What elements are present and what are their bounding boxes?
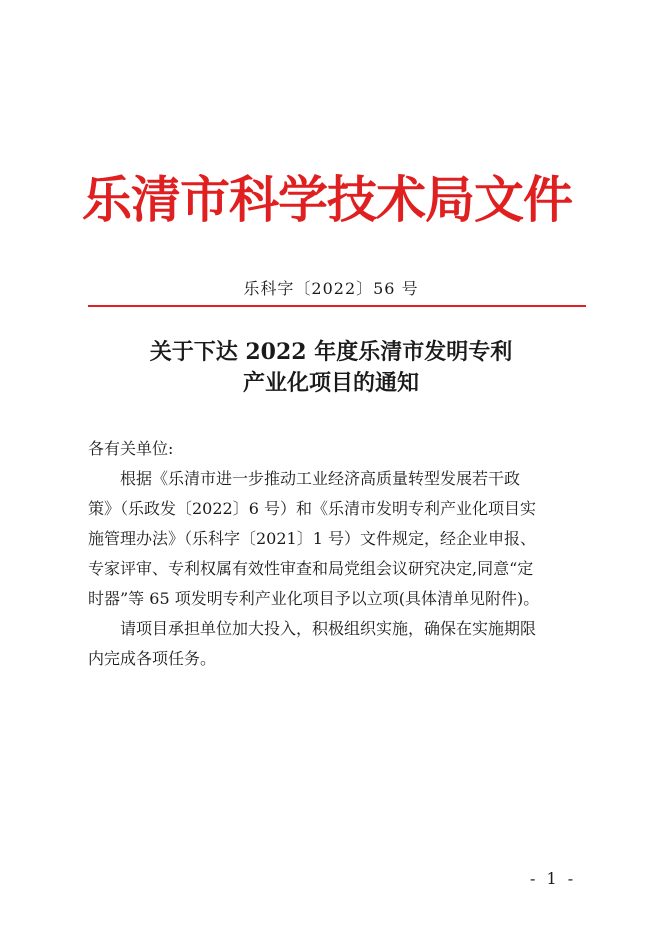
page-number: - 1 -: [530, 869, 577, 888]
document-number: 乐科字〔2022〕56 号: [243, 279, 419, 298]
notice-title: [0, 337, 662, 399]
notice-body: [88, 434, 586, 674]
paragraph-1-line-4: 专家评审、专利权属有效性审查和局党组会议研究决定,同意“定: [88, 559, 534, 578]
agency-title: 乐清市科学技术局文件: [82, 170, 572, 229]
notice-title-line-2: 产业化项目的通知: [242, 370, 419, 396]
paragraph-1-line-2: 策》（乐政发〔2022〕6 号）和《乐清市发明专利产业化项目实: [88, 499, 536, 518]
salutation: 各有关单位:: [88, 439, 174, 458]
paragraph-2-line-2: 内完成各项任务。: [88, 649, 217, 668]
notice-title-line-1: 关于下达 2022 年度乐清市发明专利: [149, 339, 513, 365]
red-divider-line: [88, 305, 586, 307]
paragraph-1-line-5: 时器”等 65 项发明专利产业化项目予以立项(具体清单见附件)。: [88, 589, 540, 608]
paragraph-1-line-3: 施管理办法》（乐科字〔2021〕1 号）文件规定，经企业申报、: [88, 529, 536, 548]
paragraph-1-line-1: 根据《乐清市进一步推动工业经济高质量转型发展若干政: [120, 469, 521, 488]
paragraph-2-line-1: 请项目承担单位加大投入，积极组织实施，确保在实施期限: [120, 619, 537, 638]
